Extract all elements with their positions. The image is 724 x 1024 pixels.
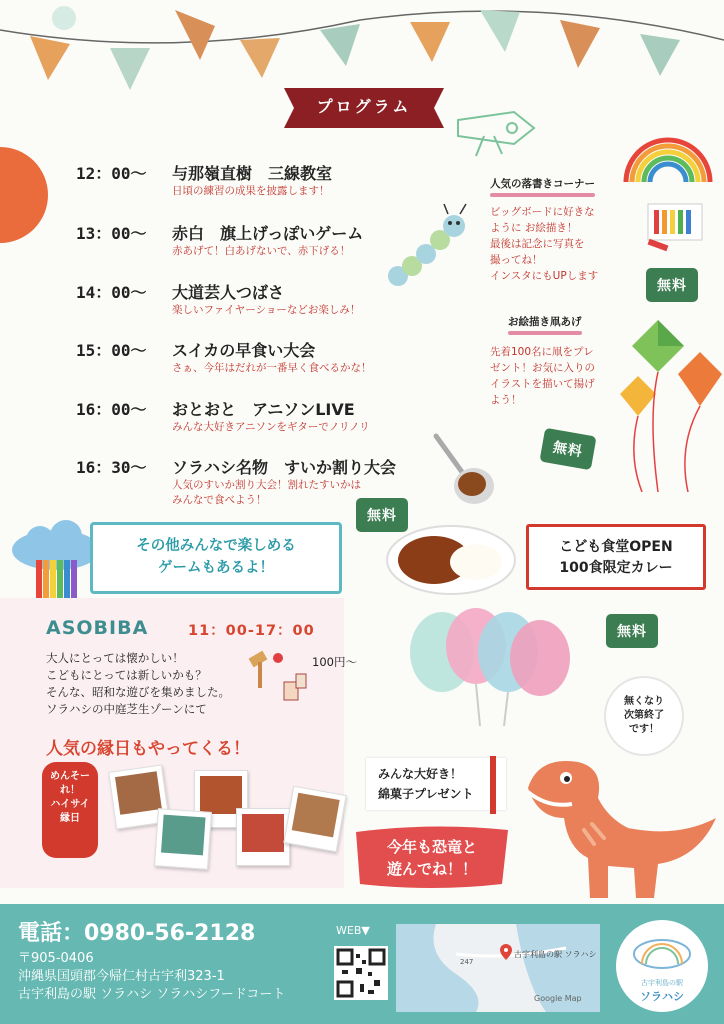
free-badge: 無料 (356, 498, 408, 532)
map-road-number: 247 (460, 958, 474, 966)
logo-subtitle: 古宇利島の駅 (641, 979, 683, 987)
program-name: 赤白 旗上げっぽいゲーム (172, 224, 364, 243)
asobiba-price: 100円〜 (312, 655, 357, 669)
program-name: スイカの早食い大会 (172, 341, 316, 360)
kites-icon (618, 316, 724, 492)
rocket-icon (454, 104, 538, 164)
program-name: 大道芸人つばさ (172, 283, 285, 302)
program-item (76, 161, 496, 201)
caterpillar-icon (384, 196, 480, 296)
program-desc: さぁ、今年はだれが一番早く食べるかな！ (172, 362, 372, 374)
kite-body: 先着100名に凧をプレ ゼント！お気に入りの イラストを描いて揚げ よう！ (490, 346, 595, 406)
free-badge: 無料 (606, 614, 658, 648)
crayons-icon (644, 200, 706, 256)
curry-spoon-icon (432, 432, 496, 510)
cotton-candy-icon (404, 608, 574, 728)
bunting-decoration (0, 0, 724, 90)
program-name: おとおと アニソンLIVE (172, 400, 355, 419)
program-item (76, 397, 496, 437)
web-label: WEB▼ (336, 924, 370, 937)
program-time: 15：00〜 (76, 341, 147, 360)
asobiba-time: 11：00-17：00 (188, 623, 315, 639)
program-name: ソラハシ名物 すいか割り大会 (172, 458, 397, 477)
dinosaur-icon (508, 748, 720, 908)
program-desc: 赤あげて！白あげないで、赤下げる！ (172, 245, 351, 257)
program-desc: みんな大好きアニソンをギターでノリノリ (172, 421, 370, 433)
ennichi-photo (154, 808, 212, 870)
games-line1: その他みんなで楽しめる (136, 538, 296, 554)
dinosaur-message: 今年も恐竜と 遊んでね！！ (386, 838, 477, 878)
program-title: プログラム (316, 97, 412, 116)
program-time: 12：00〜 (76, 164, 147, 183)
ennichi-photo (283, 786, 346, 852)
program-desc: 人気のすいか割り大会！割れたすいかは みんなで食べよう！ (172, 479, 361, 506)
curry-plate-icon (384, 522, 518, 598)
ennichi-photo (236, 808, 290, 866)
google-map-label: Google Map (534, 994, 582, 1003)
map-pin-icon (500, 944, 512, 960)
program-name: 与那嶺直樹 三線教室 (172, 164, 333, 183)
asobiba-description: 大人にとっては懐かしい！ こどもにとっては新しいかも？ そんな、昭和な遊びを集めました。 ソラハシの中庭芝生ゾーンにて (46, 651, 230, 716)
address-block (18, 950, 285, 1004)
rainbow-icon (620, 126, 716, 184)
games-line2: ゲームもあるよ！ (158, 560, 274, 576)
program-time: 14：00〜 (76, 283, 147, 302)
kodomo-line1: こども食堂OPEN (559, 539, 673, 555)
asobiba-title: ASOBIBA (46, 617, 149, 639)
free-badge: 無料 (539, 428, 596, 471)
lantern-text: めんそーれ！ ハイサイ縁日 (50, 771, 90, 824)
kodomo-shokudo-box (526, 524, 706, 590)
program-desc: 楽しいファイヤーショーなどお楽しみ！ (172, 304, 361, 316)
logo-cloud-icon (616, 920, 708, 980)
address-line2: 古宇利島の駅 ソラハシ ソラハシフードコート (18, 987, 286, 1002)
free-badge: 無料 (646, 268, 698, 302)
qr-code[interactable] (334, 946, 388, 1000)
ennichi-title: 人気の縁日もやってくる！ (46, 739, 250, 759)
map-place-label: 古宇利島の駅 ソラハシ (514, 950, 597, 959)
graffiti-title: 人気の落書きコーナー (490, 176, 595, 197)
program-item (76, 338, 496, 378)
other-games-box (90, 522, 342, 594)
cotton-candy-present-box: みんな大好き！ 綿菓子プレゼント (366, 758, 506, 810)
phone-number[interactable]: 電話：0980-56-2128 (18, 921, 256, 946)
program-time: 16：30〜 (76, 458, 147, 477)
program-time: 16：00〜 (76, 400, 147, 419)
kite-title: お絵描き凧あげ (508, 314, 582, 335)
postal-code: 〒905-0406 (18, 951, 94, 966)
program-desc: 日頃の練習の成果を披露します！ (172, 185, 330, 197)
program-time: 13：00〜 (76, 224, 147, 243)
soldout-badge: 無くなり 次第終了 です！ (604, 676, 684, 756)
kodomo-line2: 100食限定カレー (559, 560, 673, 576)
graffiti-body: ビッグボードに好きな ように お絵描き！ 最後は記念に写真を 撮ってね！ インスタにもUPします (490, 206, 599, 282)
logo-title: ソラハシ (640, 990, 684, 1003)
address-line1: 沖縄県国頭郡今帰仁村古宇利323-1 (18, 969, 225, 984)
orange-fruit-decoration (0, 140, 48, 250)
toys-icon (244, 644, 308, 714)
accent-bar (490, 756, 496, 814)
